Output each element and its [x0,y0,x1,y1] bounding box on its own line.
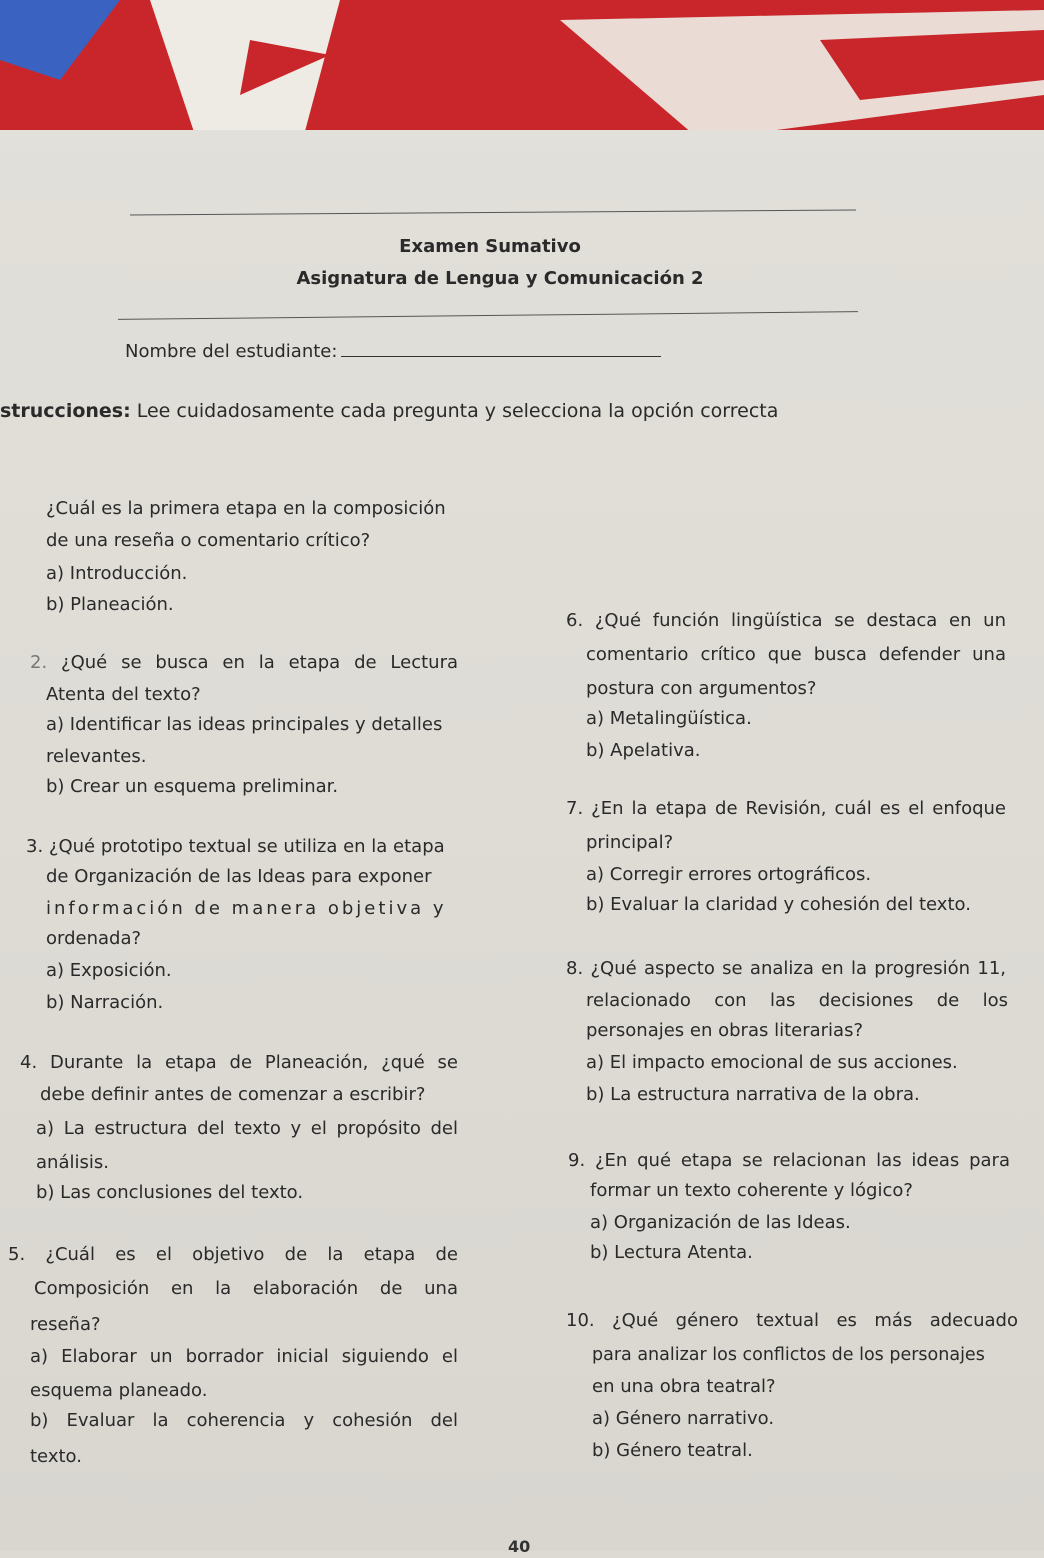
question-2-number: 2. [30,652,48,673]
question-5-option-b-line-2: texto. [30,1446,82,1467]
question-4-line-2: debe definir antes de comenzar a escribir? [40,1084,426,1105]
question-5-line-2: Composición en la elaboración de una [34,1278,458,1299]
question-3-option-b[interactable]: b) Narración. [46,992,164,1013]
question-10-line-3: en una obra teatral? [592,1376,776,1397]
student-name-label [125,340,661,363]
question-3-line-2: de Organización de las Ideas para exponer [46,866,432,887]
question-2-option-a-line-2: relevantes. [46,746,147,767]
question-8-option-b[interactable]: b) La estructura narrativa de la obra. [586,1084,920,1105]
question-5-option-a-line-1[interactable]: a) Elaborar un borrador inicial siguiendo el [30,1346,458,1367]
question-8-line-1: 8. ¿Qué aspecto se analiza en la progresión 11, [566,958,1006,979]
question-7-option-a[interactable]: a) Corregir errores ortográficos. [586,864,872,885]
question-3-line-4: ordenada? [46,928,142,949]
question-4-line-1: 4. Durante la etapa de Planeación, ¿qué se [20,1052,458,1073]
instructions [0,400,778,422]
question-3-line-1: 3. ¿Qué prototipo textual se utiliza en la etapa [26,836,445,857]
question-6-line-2: comentario crítico que busca defender una [586,644,1006,665]
question-5-line-3: reseña? [30,1314,101,1335]
question-4-option-b[interactable]: b) Las conclusiones del texto. [36,1182,304,1203]
question-10-option-b[interactable]: b) Género teatral. [592,1440,753,1461]
question-9-line-2: formar un texto coherente y lógico? [590,1180,913,1201]
question-10-line-1: 10. ¿Qué género textual es más adecuado [566,1310,1018,1331]
question-5-line-1: 5. ¿Cuál es el objetivo de la etapa de [8,1244,458,1265]
question-9-option-b[interactable]: b) Lectura Atenta. [590,1242,753,1263]
question-7-line-1: 7. ¿En la etapa de Revisión, cuál es el enfoque [566,798,1006,819]
question-8-line-2: relacionado con las decisiones de los [586,990,1008,1011]
exam-title: Examen Sumativo [399,236,581,257]
page-number: 40 [508,1537,531,1556]
question-2-text: ¿Qué se busca en la etapa de Lectura [61,652,458,673]
question-4-option-a-line-2: análisis. [36,1152,109,1173]
question-1-line-2: de una reseña o comentario crítico? [46,530,371,551]
question-6-line-3: postura con argumentos? [586,678,817,699]
question-3-option-a[interactable]: a) Exposición. [46,960,172,981]
question-1-option-a[interactable]: a) Introducción. [46,563,188,584]
question-6-option-b[interactable]: b) Apelativa. [586,740,701,761]
header-top-rule [130,209,856,215]
question-6-line-1: 6. ¿Qué función lingüística se destaca en un [566,610,1006,631]
instructions-text: Lee cuidadosamente cada pregunta y selecciona la opción correcta [130,400,779,422]
question-2-line-2: Atenta del texto? [46,684,201,705]
question-8-line-3: personajes en obras literarias? [586,1020,864,1041]
question-10-option-a[interactable]: a) Género narrativo. [592,1408,775,1429]
instructions-label: strucciones: [0,400,131,422]
question-2-option-b[interactable]: b) Crear un esquema preliminar. [46,776,339,797]
student-name-text: Nombre del estudiante: [125,341,338,362]
question-7-option-b[interactable]: b) Evaluar la claridad y cohesión del texto. [586,894,971,915]
question-6-option-a[interactable]: a) Metalingüística. [586,708,752,729]
header-bottom-rule [118,311,858,320]
question-5-option-a-line-2: esquema planeado. [30,1380,208,1401]
question-9-line-1: 9. ¿En qué etapa se relacionan las ideas para [568,1150,1010,1171]
question-2-option-a-line-1[interactable]: a) Identificar las ideas principales y detalles [46,714,443,735]
question-8-option-a[interactable]: a) El impacto emocional de sus acciones. [586,1052,958,1073]
header-decoration [0,0,1044,150]
subject-title: Asignatura de Lengua y Comunicación 2 [296,268,704,289]
question-4-option-a-line-1[interactable]: a) La estructura del texto y el propósito del [36,1118,458,1139]
question-1-line-1: ¿Cuál es la primera etapa en la composición [46,498,446,519]
question-3-line-3: información de manera objetiva y [46,898,447,919]
question-2-line-1 [30,652,458,674]
question-7-line-2: principal? [586,832,674,853]
question-10-line-2: para analizar los conflictos de los personajes [592,1345,985,1365]
student-name-field[interactable] [341,340,661,357]
question-9-option-a[interactable]: a) Organización de las Ideas. [590,1212,851,1233]
question-5-option-b-line-1[interactable]: b) Evaluar la coherencia y cohesión del [30,1410,458,1431]
question-1-option-b[interactable]: b) Planeación. [46,594,174,615]
